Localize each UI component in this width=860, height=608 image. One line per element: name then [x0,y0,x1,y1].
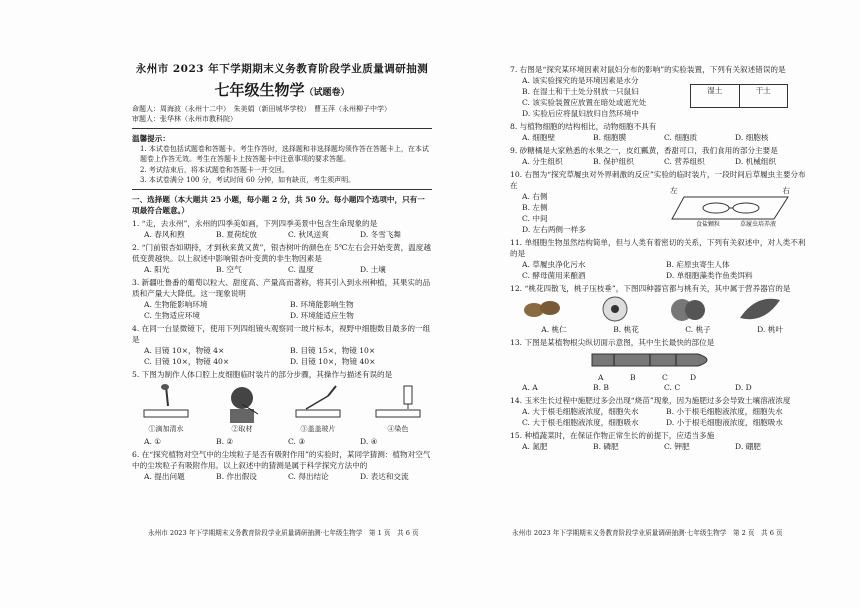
question-11 [510,237,806,281]
figure-step-1 [138,382,194,434]
notice-heading: 温馨提示： [132,133,170,143]
option-c: C. 酵母菌用来酿酒 [522,271,586,280]
question-stem: 3. 新疆吐鲁番的葡萄以粒大、甜度高、产量高而著称，将其引入到永州种植，其果实的品质和产量大大降低。这一现象说明 [132,277,431,298]
question-8 [510,121,806,143]
question-9 [510,145,806,167]
option-c: C. 细胞质 [664,133,698,142]
question-stem: 2. “门前银杏如期持，才到秋来黄又黄”，银杏树叶的颜色在 5℃左右会开始变黄，温度越低变黄越快。以上叙述中影响银杏叶变黄的非生物因素是 [132,242,431,263]
question-3 [132,277,432,321]
question-stem: 5. 下图为制作人体口腔上皮细胞临时装片的部分步骤，其操作与描述有误的是 [132,369,393,379]
question-7 [510,64,806,119]
authors: 命题人：周海波（永州十二中） 朱美娟（新田城华学校） 曹玉萍（永州柳子中学） [132,104,391,113]
root-tip-figure [590,348,806,382]
option-b: B. 左侧 [522,203,548,212]
question-stem: 14. 玉米生长过程中施肥过多会出现“烧苗”现象，因为施肥过多会导致土壤溶液浓度 [510,396,791,405]
option-d: D. 桃叶 [757,325,783,334]
page-2 [510,62,806,452]
option-d: D. 单细胞藻类作鱼类饵料 [666,271,753,280]
option-c: C. 该实验装置应放置在暗处或遮光处 [522,98,647,107]
question-14 [510,395,806,428]
soil-box-figure [690,84,788,108]
option-c: C. 目镜 10×，物镜 40× [144,356,230,366]
slide-figure [670,186,790,237]
question-13 [510,337,806,393]
question-stem: 11. 单细胞生物虽然结构简单，但与人类有着密切的关系，下列有关叙述中，对人类不利的是 [510,238,806,258]
option-b: B. 疟原虫寄生人体 [666,260,730,269]
option-d: D. 实验后应将鼠妇放归自然环境中 [522,109,639,118]
question-6 [132,449,432,482]
option-a: A. 大于根毛细胞液浓度，细胞失水 [522,407,639,416]
paper-tag: （试题卷） [304,88,350,99]
option-d: D. 目镜 10×，物镜 40× [290,356,376,366]
question-stem: 1. “走，去永州”，永州的四季美如画，下列四季美景中包含生命现象的是 [132,218,378,228]
option-c: C. 中间 [522,214,548,223]
option-a: A. 阳光 [144,264,170,274]
option-b: B. 桃花 [613,325,639,334]
option-d: D. ④ [360,437,378,447]
step-caption: ②取材 [231,424,253,433]
wet-soil-label: 湿土 [691,85,740,107]
option-a: A. 该实验探究的是环境因素是水分 [522,76,639,85]
question-5 [132,369,432,447]
figure-step-3 [290,382,346,434]
kernel-icon [518,294,568,324]
figure-step-2 [218,382,266,434]
exam-title: 永州市 2023 年下学期期末义务教育阶段学业质量调研抽测 [135,63,429,75]
option-c: C. 营养组织 [664,157,705,166]
option-b: B. 在湿土和干土处分别放一只鼠妇 [522,87,639,96]
dry-soil-label: 干土 [755,86,771,95]
option-b: B. 作出假设 [216,472,257,482]
option-a: A. 桃仁 [541,325,567,334]
option-a: A. 氮肥 [522,442,548,451]
option-b: B. 细胞膜 [593,133,627,142]
question-stem: 6. 在“探究植物对空气中的尘埃粒子是否有吸附作用”的实验时，某同学猜测：植物对空气中的尘埃粒子有吸附作用。以上叙述中的猜测是属于科学探究方法中的 [132,450,431,471]
footer-page-1: 永州市 2023 年下学期期末义务教育阶段学业质量调研抽测·七年级生物学 第 1 页 共 6 页 [148,529,419,537]
option-a: A. 右侧 [522,192,548,201]
option-a: A. 分生组织 [522,157,563,166]
region-c-label: C [662,373,668,382]
right-label: 右 [782,186,790,195]
procedure-figures [132,380,432,436]
subject-title [132,80,432,102]
question-stem: 13. 下图是某植物根尖纵切面示意图，其中生长最快的部位是 [510,338,715,347]
option-a: A. 细胞壁 [522,133,556,142]
step-caption: ①滴加清水 [148,424,184,433]
option-b: B. 磷肥 [593,442,619,451]
option-b: B. 保护组织 [593,157,634,166]
option-d: D. 环境能适应生物 [290,310,354,320]
option-d: D. 硼肥 [735,442,761,451]
root-tip-icon [590,348,720,372]
staining-icon [370,382,426,424]
question-1 [132,218,432,240]
option-d: D. 土壤 [360,264,386,274]
option-d: D. 小于根毛细胞液浓度，细胞吸水 [666,418,783,427]
leaf-icon [734,294,784,324]
figure-step-4 [370,382,426,434]
option-d: D. D [735,383,752,392]
page-1 [132,62,432,482]
peach-kernel-figure [518,294,590,335]
question-12 [510,283,806,335]
slide-diagram-icon [670,193,790,223]
option-b: B. 小于根毛细胞液浓度，细胞失水 [666,407,783,416]
question-15 [510,430,806,452]
option-b: B. 目镜 15×，物镜 10× [290,345,376,355]
peach-fruit-figure [662,294,734,335]
option-c: C. 得出结论 [288,472,329,482]
option-d: D. 左右两侧一样多 [522,225,586,234]
option-c: C. 钾肥 [664,442,690,451]
step-caption: ③盖盖玻片 [300,424,336,433]
option-a: A. 提出问题 [144,472,185,482]
divider [132,189,432,190]
option-d: D. 表达和交流 [360,472,409,482]
notice-item: 1. 本试卷包括试题卷和答题卡。考生作答时，选择题和非选择题均须作答在答题卡上，在本试题卷上作答无效。考生在答题卡上按答题卡中注意事项的要求答题。 [140,144,429,164]
step-caption: ④染色 [387,424,409,433]
peach-flower-figure [590,294,662,335]
section-heading: 一、选择题（本大题共 25 小题，每小题 2 分，共 50 分。每小题四个选项中，只有一项最符合题意。） [132,194,425,215]
fruit-icon [662,294,712,324]
option-c: C. 秋风送爽 [288,229,329,239]
question-4 [132,323,432,367]
question-stem: 15. 种植蔬菜时，在保证作物正常生长的前提下，应适当多施 [510,431,715,440]
culture-label: 草履虫培养液 [740,221,777,228]
question-stem: 10. 右图为“探究草履虫对外界刺激的反应”实验的临时装片，一段时间后草履虫主要分布在 [510,170,806,190]
peach-leaf-figure [734,294,806,335]
option-b: B. ② [216,437,234,447]
option-b: B. 空气 [216,264,242,274]
option-a: A. A [522,383,538,392]
option-c: C. 温度 [288,264,314,274]
left-label: 左 [670,186,678,195]
option-d: D. 冬雪飞舞 [360,229,402,239]
footer-page-2: 永州市 2023 年下学期期末义务教育阶段学业质量调研抽测·七年级生物学 第 2 页 共 6 页 [512,529,783,537]
question-stem: 4. 在同一台显微镜下，使用下列四组镜头观察同一玻片标本，视野中细胞数目最多的一组是 [132,323,431,344]
option-c: C. 生物适应环境 [144,310,200,320]
notice-item: 3. 本试卷满分 100 分，考试时间 60 分钟，如有缺页，考生须声明。 [140,176,356,185]
flower-icon [590,294,640,324]
person-icon [218,382,266,424]
region-b-label: B [630,373,636,382]
option-c: C. C [664,383,681,392]
dropper-slide-icon [138,382,194,424]
option-d: D. 细胞核 [735,133,769,142]
question-stem: 12. “桃花四散飞，桃子压枝垂”，下图四种器官都与桃有关，其中属于营养器官的是 [510,284,791,293]
question-stem: 7. 右图是“探究某环境因素对鼠妇分布的影响”的实验装置，下列有关叙述错误的是 [510,65,786,74]
option-d: D. 机械组织 [735,157,777,166]
option-a: A. 草履虫净化污水 [522,260,586,269]
question-10 [510,169,806,235]
option-a: A. 目镜 10×，物镜 4× [144,345,225,355]
region-a-label: A [598,373,604,382]
option-a: A. ① [144,437,162,447]
divider [132,128,432,129]
question-stem: 8. 与植物细胞的结构相比，动物细胞不具有 [510,122,657,131]
question-2 [132,242,432,275]
coverslip-icon [290,382,346,424]
subject-name: 七年级生物学 [214,81,305,100]
option-a: A. 春风和煦 [144,229,185,239]
option-c: C. 大于根毛细胞液浓度，细胞吸水 [522,418,639,427]
salt-label: 食盐颗粒 [696,221,721,228]
option-a: A. 生物能影响环境 [144,299,208,309]
option-b: B. 夏荷绽放 [216,229,257,239]
option-b: B. 环境能影响生物 [290,299,354,309]
option-c: C. ③ [288,437,306,447]
reviewer: 审题人：张华林（永州市教科院） [132,115,237,124]
question-stem: 9. 砂糖橘是大家熟悉的水果之一，皮红瓤黄，香甜可口，我们食用的部分主要是 [510,146,778,155]
option-b: B. B [593,383,609,392]
notice-item: 2. 考试结束后，将本试题卷和答题卡一并交回。 [140,165,289,174]
region-d-label: D [690,373,697,382]
option-c: C. 桃子 [685,325,711,334]
